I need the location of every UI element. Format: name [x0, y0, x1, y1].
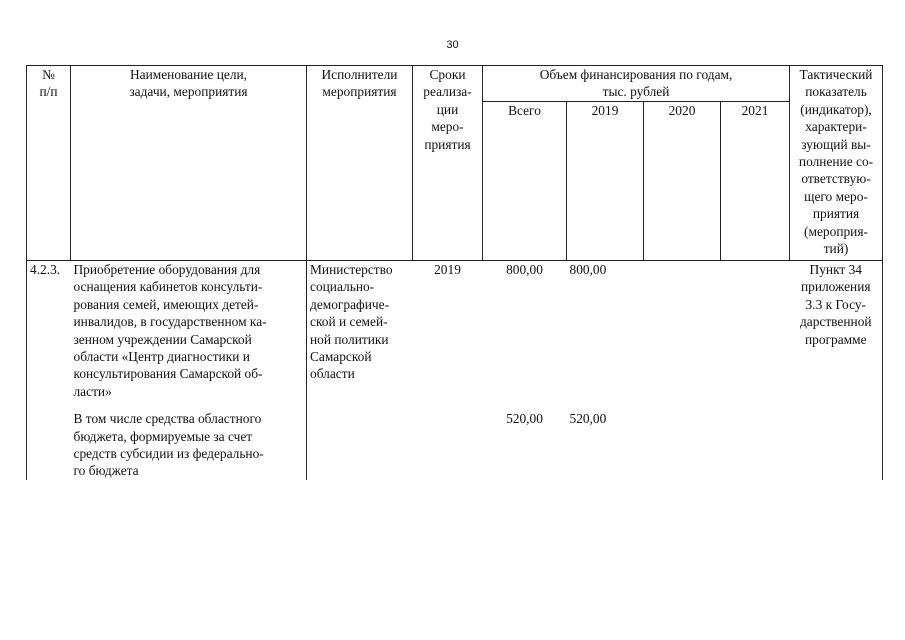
row-2019: 800,00 [569, 262, 607, 277]
row-2020 [644, 261, 721, 401]
row-indicator: Пункт 34 приложения 3.3 к Госу- дарственной программе [790, 261, 883, 401]
row-total: 800,00 [506, 262, 543, 277]
header-financing: Объем финансирования по годам, тыс. рублей [483, 66, 790, 102]
header-name: Наименование цели, задачи, мероприятия [71, 66, 307, 261]
row-name: В том числе средства областного бюджета, формируемые за счет средств субсидии из федерально- го бюджета [71, 410, 307, 480]
header-terms: Сроки реализа- ции меро- приятия [413, 66, 483, 261]
row-2019: 520,00 [569, 411, 607, 427]
header-executor: Исполнители мероприятия [307, 66, 413, 261]
table-row [27, 261, 883, 401]
header-year-2021: 2021 [721, 102, 790, 261]
row-2020 [644, 410, 721, 480]
row-number [27, 410, 71, 480]
row-number: 4.2.3. [27, 261, 71, 401]
header-indicator: Тактический показатель (индикатор), характери- зующий вы- полнение со- ответствую- щего меро- приятия (мероприя- тий) [790, 66, 883, 261]
row-2021 [721, 410, 790, 480]
page-number: 30 [446, 39, 459, 51]
header-year-2020: 2020 [644, 102, 721, 261]
activity-plan-table [26, 65, 883, 480]
row-executor [307, 410, 413, 480]
header-year-2019: 2019 [567, 102, 644, 261]
row-name: Приобретение оборудования для оснащения кабинетов консульти- рования семей, имеющих детей- инвалидов, в государственном ка- зенном учреждении Самарской области «Центр диагностики и консультирования Самарской об- ласти» [71, 261, 307, 401]
row-term: 2019 [434, 262, 461, 277]
row-indicator [790, 410, 883, 480]
row-2021 [721, 261, 790, 401]
header-number: № п/п [27, 66, 71, 261]
table-row [27, 410, 883, 480]
row-term [413, 410, 483, 480]
row-total: 520,00 [506, 411, 543, 427]
header-total: Всего [483, 102, 567, 261]
row-executor: Министерство социально- демографиче- ской и семей- ной политики Самарской области [310, 262, 393, 382]
